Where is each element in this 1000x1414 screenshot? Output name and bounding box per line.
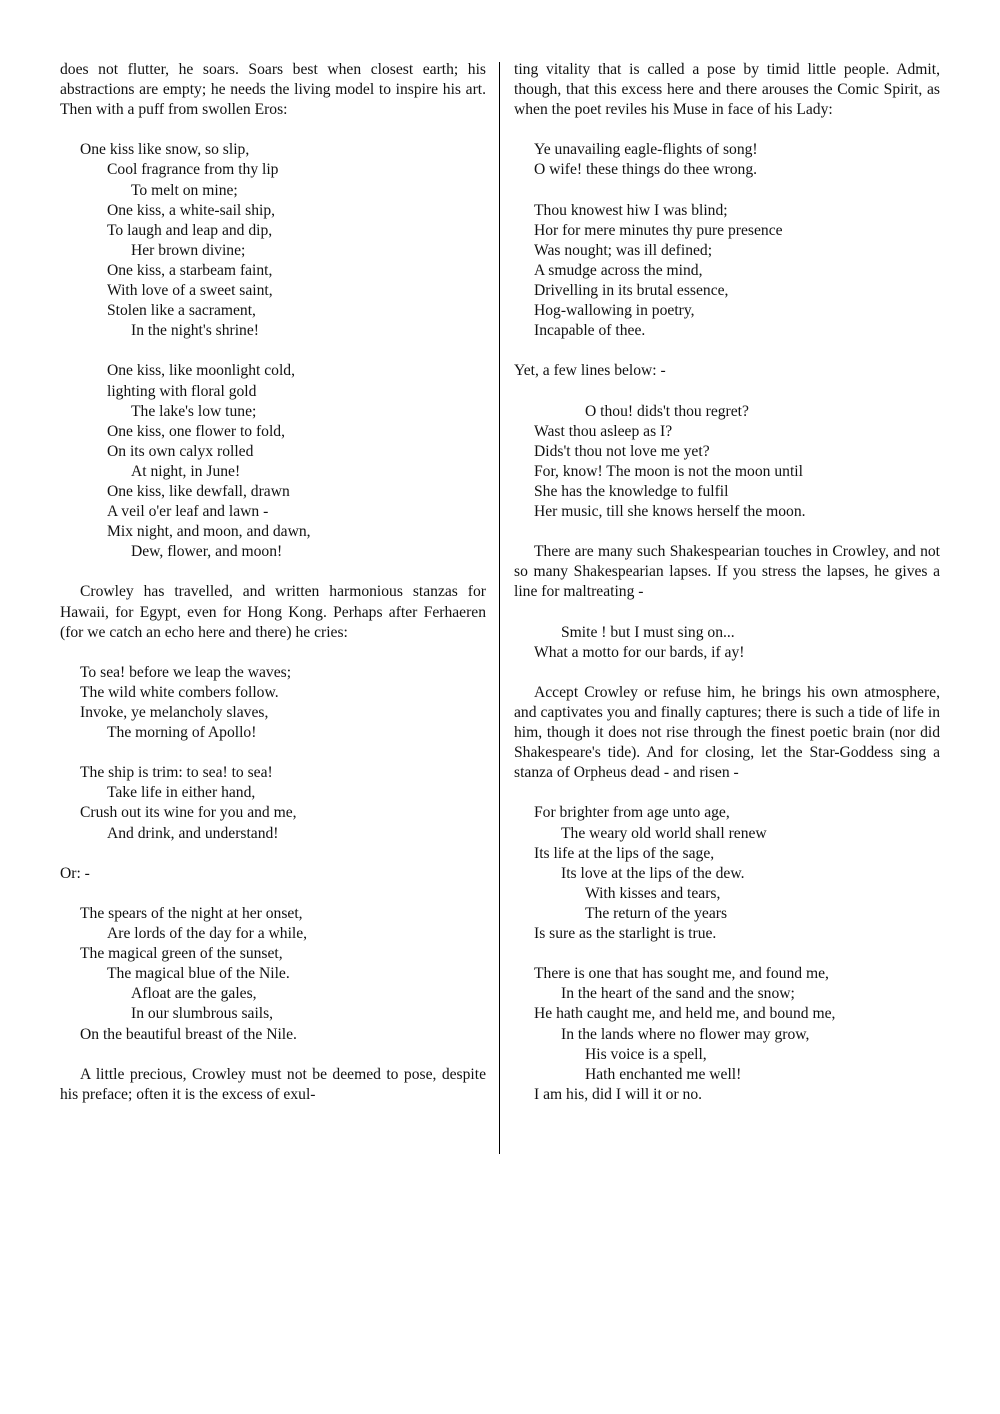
poem-line: Wast thou asleep as I?	[534, 422, 673, 440]
poem-line: The morning of Apollo!	[107, 724, 257, 742]
poem-line: Dew, flower, and moon!	[131, 543, 283, 561]
poem-stanza	[60, 663, 486, 743]
poem-line: The wild white combers follow.	[80, 683, 279, 701]
poem-line: In our slumbrous sails,	[131, 1005, 274, 1023]
poem-line: Was nought; was ill defined;	[534, 241, 713, 259]
poem-line: On the beautiful breast of the Nile.	[80, 1025, 297, 1043]
poem-line: Is sure as the starlight is true.	[534, 925, 717, 943]
paragraph: ting vitality that is called a pose by timid little people. Admit, though, that this excess here and there arouses the Comic Spirit, as when the poet reviles his Muse in face of his Lady:	[514, 61, 940, 119]
poem-line: One kiss like snow, so slip,	[80, 141, 250, 159]
poem-line: Are lords of the day for a while,	[107, 925, 308, 943]
poem-line: Ye unavailing eagle-flights of song!	[534, 141, 758, 159]
poem-line: In the night's shrine!	[131, 322, 259, 340]
paragraph: Yet, a few lines below: -	[514, 362, 666, 380]
poem-line: Dids't thou not love me yet?	[534, 442, 710, 460]
poem-line: Mix night, and moon, and dawn,	[107, 523, 311, 541]
poem-line: The lake's low tune;	[131, 402, 257, 420]
paragraph: Accept Crowley or refuse him, he brings his own atmosphere, and captivates you and finally captures; there is such a tide of life in him, though it does not rise through the finest poetic brain (nor did Shakespeare's tide). And for closing, let the Star-Goddess sing a stanza of Orpheus dead - and risen -	[514, 683, 940, 782]
poem-line: The magical blue of the Nile.	[107, 965, 290, 983]
poem-line: To melt on mine;	[131, 181, 238, 199]
poem-line: Its love at the lips of the dew.	[561, 864, 745, 882]
poem-line: For, know! The moon is not the moon until	[534, 462, 803, 480]
poem-line: To sea! before we leap the waves;	[80, 663, 292, 681]
poem-line: To laugh and leap and dip,	[107, 221, 273, 239]
paragraph: does not flutter, he soars. Soars best when closest earth; his abstractions are empty; he needs the living model to inspire his art. Then with a puff from swollen Eros:	[60, 61, 486, 119]
poem-line: Thou knowest hiw I was blind;	[534, 201, 728, 219]
poem-line: In the heart of the sand and the snow;	[561, 985, 795, 1003]
poem-line: He hath caught me, and held me, and bound me,	[534, 1005, 836, 1023]
poem-line: Take life in either hand,	[107, 784, 256, 802]
poem-stanza	[514, 201, 940, 342]
poem-stanza	[514, 402, 940, 523]
poem-line: A veil o'er leaf and lawn -	[107, 503, 269, 521]
poem-line: Her music, till she knows herself the moon.	[534, 503, 806, 521]
paragraph: A little precious, Crowley must not be deemed to pose, despite his preface; often it is the excess of exul-	[60, 1065, 486, 1103]
paragraph: There are many such Shakespearian touches in Crowley, and not so many Shakespearian lapses. If you stress the lapses, he gives a line for maltreating -	[514, 543, 940, 601]
poem-line: Stolen like a sacrament,	[107, 302, 256, 320]
poem-line: For brighter from age unto age,	[534, 804, 730, 822]
poem-line: The return of the years	[585, 904, 728, 922]
poem-stanza	[514, 803, 940, 944]
poem-stanza	[60, 763, 486, 843]
right-column	[514, 60, 940, 1105]
poem-line: Crush out its wine for you and me,	[80, 804, 297, 822]
poem-line: Smite ! but I must sing on...	[561, 623, 735, 641]
poem-stanza	[514, 964, 940, 1105]
poem-line: At night, in June!	[131, 462, 241, 480]
poem-stanza	[60, 361, 486, 562]
poem-line: The ship is trim: to sea! to sea!	[80, 764, 273, 782]
poem-line: With kisses and tears,	[585, 884, 721, 902]
left-column	[60, 60, 486, 1105]
poem-line: One kiss, a white-sail ship,	[107, 201, 276, 219]
poem-line: On its own calyx rolled	[107, 442, 254, 460]
poem-line: Cool fragrance from thy lip	[107, 161, 279, 179]
poem-stanza	[514, 140, 940, 180]
poem-line: His voice is a spell,	[585, 1045, 707, 1063]
poem-line: Hath enchanted me well!	[585, 1065, 742, 1083]
poem-line: Invoke, ye melancholy slaves,	[80, 704, 269, 721]
poem-line: One kiss, like dewfall, drawn	[107, 482, 290, 500]
poem-line: O thou! dids't thou regret?	[585, 402, 749, 420]
poem-line: The magical green of the sunset,	[80, 945, 283, 963]
poem-stanza	[514, 623, 940, 663]
poem-line: Its life at the lips of the sage,	[534, 844, 715, 862]
poem-line: lighting with floral gold	[107, 382, 257, 400]
poem-line: A smudge across the mind,	[534, 261, 703, 279]
poem-line: I am his, did I will it or no.	[534, 1085, 703, 1103]
poem-line: What a motto for our bards, if ay!	[534, 643, 745, 661]
poem-line: One kiss, like moonlight cold,	[107, 362, 295, 380]
poem-line: Incapable of thee.	[534, 322, 646, 340]
poem-line: There is one that has sought me, and found me,	[534, 965, 829, 983]
poem-line: And drink, and understand!	[107, 824, 279, 842]
poem-line: The weary old world shall renew	[561, 824, 767, 842]
poem-line: Afloat are the gales,	[131, 985, 257, 1003]
poem-line: With love of a sweet saint,	[107, 282, 273, 300]
poem-stanza	[60, 904, 486, 1045]
poem-line: Hog-wallowing in poetry,	[534, 302, 695, 320]
poem-line: Hor for mere minutes thy pure presence	[534, 221, 783, 239]
poem-line: In the lands where no flower may grow,	[561, 1025, 810, 1043]
paragraph: Crowley has travelled, and written harmonious stanzas for Hawaii, for Egypt, even for Hong Kong. Perhaps after Ferhaeren (for we catch an echo here and there) he cries:	[60, 583, 486, 641]
poem-line: O wife! these things do thee wrong.	[534, 161, 758, 179]
poem-line: The spears of the night at her onset,	[80, 904, 303, 922]
column-divider	[499, 62, 500, 1154]
poem-line: One kiss, one flower to fold,	[107, 422, 285, 440]
poem-line: She has the knowledge to fulfil	[534, 482, 729, 500]
paragraph: Or: -	[60, 864, 90, 882]
poem-line: Drivelling in its brutal essence,	[534, 282, 729, 300]
poem-line: Her brown divine;	[131, 241, 246, 259]
poem-stanza	[60, 140, 486, 341]
poem-line: One kiss, a starbeam faint,	[107, 261, 273, 279]
